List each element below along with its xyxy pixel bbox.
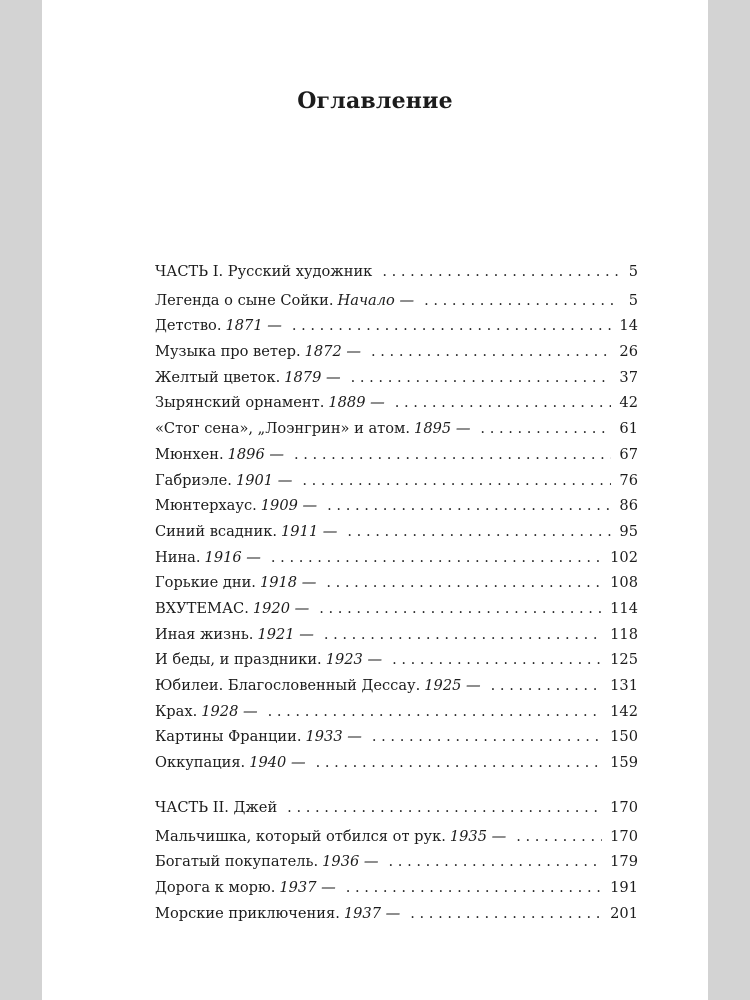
toc-entry-title: Горькие дни. 1918 — [155,574,317,592]
dot-leader [326,570,602,596]
toc-page-number: 201 [610,904,638,922]
toc-entry [155,416,638,442]
dot-leader [392,647,602,673]
dot-leader [382,259,620,285]
toc-entry-title: Мальчишка, который отбился от рук. 1935 — [155,827,507,845]
toc-page-number: 102 [610,548,638,566]
toc-entry-title: Юбилеи. Благословенный Дессау. 1925 — [155,677,481,694]
toc-page-number: 37 [619,368,638,386]
toc-entry [155,673,638,699]
toc-entry-title: Иная жизнь. 1921 — [155,625,314,643]
dot-leader [372,724,602,750]
toc-page-number: 76 [619,471,638,489]
toc-entry-title: Морские приключения. 1937 — [155,904,401,922]
toc-entry [155,622,638,648]
toc-entry [155,493,638,519]
toc-entry-title: «Стог сена», „Лоэнгрин» и атом. 1895 — [155,420,471,438]
toc-entry [155,468,638,494]
toc-page-number: 114 [610,599,638,617]
toc-page-number: 95 [619,522,638,540]
toc-entry [155,875,638,901]
dot-leader [347,519,611,545]
toc-entry [155,442,638,468]
dot-leader [516,824,602,850]
dot-leader [346,875,602,901]
dot-leader [324,622,602,648]
toc-entry-title: Музыка про ветер. 1872 — [155,343,361,361]
toc-entry [155,545,638,571]
toc-entry [155,901,638,927]
toc-page-number: 170 [610,827,638,845]
toc-page-number: 125 [610,651,638,669]
toc-page-number: 170 [610,799,638,816]
toc-page-number: 86 [619,497,638,515]
dot-leader [327,493,611,519]
dot-leader [410,901,602,927]
toc-entry-title: Дорога к морю. 1937 — [155,879,336,897]
dot-leader [424,288,620,314]
page-title: Оглавление [297,88,453,114]
toc-entry-title: Синий всадник. 1911 — [155,522,338,540]
dot-leader [292,313,612,339]
toc-page-number: 5 [628,263,638,280]
toc-entry-title: Картины Франции. 1933 — [155,728,362,746]
toc-part-heading [155,259,638,285]
toc-page-number: 142 [610,702,638,720]
right-margin-bar [708,0,750,1000]
toc-part-heading [155,795,638,821]
toc-page-number: 61 [619,420,638,438]
toc-entry [155,647,638,673]
toc-entry [155,390,638,416]
toc-entry [155,824,638,850]
toc-entry-title: И беды, и праздники. 1923 — [155,651,383,669]
toc-part-title: ЧАСТЬ I. Русский художник [155,263,373,280]
dot-leader [491,673,603,699]
dot-leader [480,416,611,442]
toc-page-number: 42 [619,394,638,412]
toc-entry-title: Детство. 1871 — [155,317,282,335]
toc-page-number: 5 [628,291,638,309]
toc-part-2 [155,795,638,926]
toc-entry-title: Легенда о сыне Сойки. Начало — [155,291,415,309]
toc-page-number: 14 [619,317,638,335]
toc-page-number: 67 [619,445,638,463]
dot-leader [371,339,611,365]
toc-part-title: ЧАСТЬ II. Джей [155,799,278,816]
toc-page-number: 191 [610,879,638,897]
dot-leader [316,750,603,776]
toc-entry-title: Мюнхен. 1896 — [155,445,284,463]
toc-entry-title: ВХУТЕМАС. 1920 — [155,599,310,617]
toc-page-number: 150 [610,728,638,746]
toc-entry [155,339,638,365]
toc-part-1 [155,259,638,776]
toc-entry-title: Оккупация. 1940 — [155,754,306,772]
dot-leader [302,468,611,494]
dot-leader [351,365,612,391]
dot-leader [271,545,602,571]
toc-entry-title: Богатый покупатель. 1936 — [155,853,379,871]
toc-entry [155,288,638,314]
dot-leader [294,442,611,468]
toc-entry [155,750,638,776]
toc-entry-title: Габриэле. 1901 — [155,471,293,489]
left-margin-bar [0,0,42,1000]
toc-entry-title: Нина. 1916 — [155,548,261,566]
toc-entry-title: Желтый цветок. 1879 — [155,368,341,386]
dot-leader [389,849,603,875]
toc-page-number: 26 [619,343,638,361]
dot-leader [268,699,603,725]
toc-entry-title: Мюнтерхаус. 1909 — [155,497,318,515]
dot-leader [287,795,602,821]
toc-entry [155,699,638,725]
toc-entry [155,519,638,545]
dot-leader [319,596,602,622]
book-page [42,0,708,1000]
toc-page-number: 159 [610,754,638,772]
toc-entry [155,596,638,622]
toc-page-number: 131 [610,677,638,694]
dot-leader [395,390,612,416]
toc-entry [155,365,638,391]
toc-entry [155,313,638,339]
toc-entry-title: Крах. 1928 — [155,702,258,720]
toc-page-number: 179 [610,853,638,871]
toc-entry-title: Зырянский орнамент. 1889 — [155,394,385,412]
toc-entry [155,724,638,750]
toc-entry [155,570,638,596]
toc-entry [155,849,638,875]
toc-page-number: 108 [610,574,638,592]
toc-page-number: 118 [610,625,638,643]
